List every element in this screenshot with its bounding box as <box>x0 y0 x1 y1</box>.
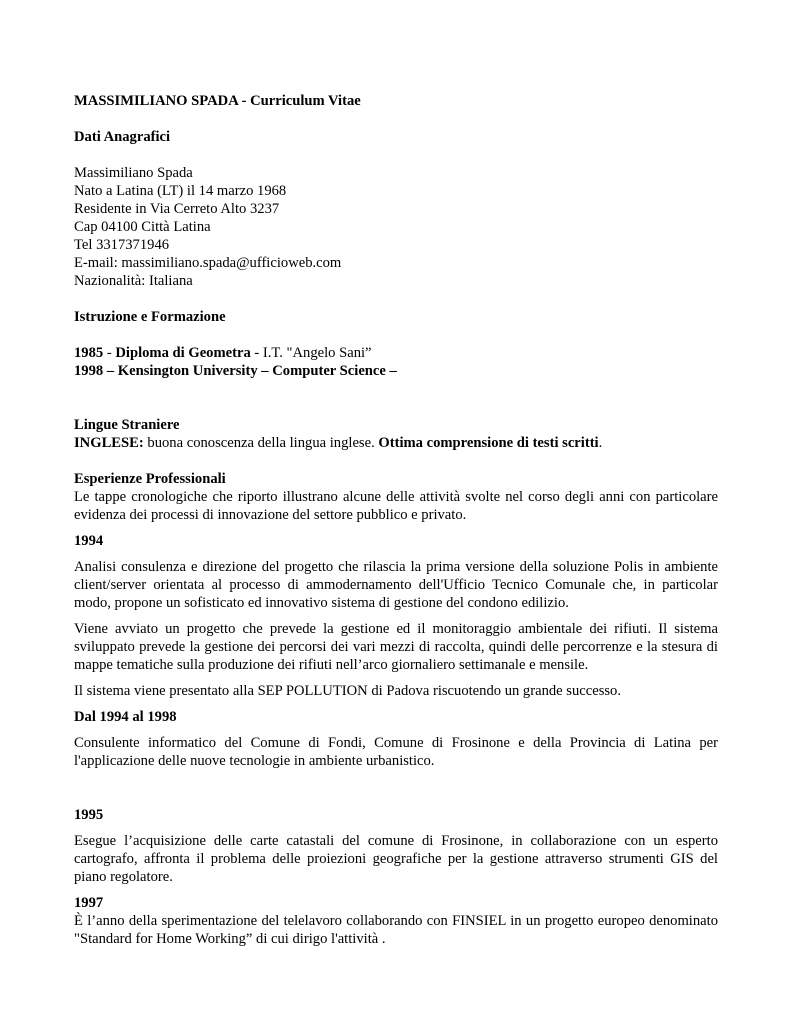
language-label: INGLESE: <box>74 435 144 451</box>
email-line: E-mail: massimiliano.spada@ufficioweb.com <box>74 255 342 271</box>
section-heading-istruzione: Istruzione e Formazione <box>74 309 226 325</box>
year-heading-1994-1998: Dal 1994 al 1998 <box>74 709 177 725</box>
address-line: Residente in Via Cerreto Alto 3237 <box>74 201 280 217</box>
section-heading-lingue: Lingue Straniere <box>74 417 180 433</box>
education-item-1985 <box>74 344 718 362</box>
experience-1997-p1: È l’anno della sperimentazione del telelavoro collaborando con FINSIEL in un progetto europeo denominato "Standard for Home Working” di cui dirigo l'attività . <box>74 913 718 947</box>
experience-1995-p1: Esegue l’acquisizione delle carte catastali del comune di Frosinone, in collaborazione con un esperto cartografo, affronta il problema delle proiezioni geografiche per la gestione attraverso strumenti GIS del piano regolatore. <box>74 833 718 885</box>
document-page <box>74 92 718 948</box>
experience-intro: Le tappe cronologiche che riporto illustrano alcune delle attività svolte nel corso degli anni con particolare evidenza dei processi di innovazione del settore pubblico e privato. <box>74 489 718 523</box>
education-item-1998: 1998 – Kensington University – Computer Science – <box>74 363 397 379</box>
language-text: buona conoscenza della lingua inglese. <box>143 435 379 451</box>
year-heading-1997: 1997 <box>74 895 104 911</box>
education-year: 1985 <box>74 345 104 361</box>
section-heading-esperienze: Esperienze Professionali <box>74 471 226 487</box>
section-heading-dati: Dati Anagrafici <box>74 129 171 145</box>
experience-1994-p1: Analisi consulenza e direzione del progetto che rilascia la prima versione della soluzione Polis in ambiente client/server orientata al processo di ammodernamento dell'Ufficio Tecnico Comunale che, in particolar modo, propone un sofisticato ed innovativo sistema di gestione del condono edilizio. <box>74 559 718 611</box>
education-title: Diploma di Geometra <box>115 345 251 361</box>
education-separator: - <box>103 345 116 361</box>
year-heading-1994: 1994 <box>74 533 104 549</box>
language-english <box>74 434 718 452</box>
experience-1994-p2: Viene avviato un progetto che prevede la gestione ed il monitoraggio ambientale dei rifiuti. Il sistema sviluppato prevede la gestione dei percorsi dei vari mezzi di raccolta, quindi delle percorrenze e la stesura di mappe tematiche sulla produzione dei rifiuti nell’arco giornaliero settimanale e mensile. <box>74 621 718 673</box>
postal-code-line: Cap 04100 Città Latina <box>74 219 211 235</box>
education-school: - I.T. "Angelo Sani” <box>250 345 372 361</box>
language-end: . <box>598 435 603 451</box>
experience-1994-p3: Il sistema viene presentato alla SEP POLLUTION di Padova riscuotendo un grande successo. <box>74 683 622 699</box>
experience-1994-1998-p1: Consulente informatico del Comune di Fondi, Comune di Frosinone e della Provincia di Latina per l'applicazione delle nuove tecnologie in ambiente urbanistico. <box>74 735 718 769</box>
personal-name: Massimiliano Spada <box>74 165 193 181</box>
document-title: MASSIMILIANO SPADA - Curriculum Vitae <box>74 93 361 109</box>
year-heading-1995: 1995 <box>74 807 104 823</box>
phone-line: Tel 3317371946 <box>74 237 170 253</box>
language-emphasis: Ottima comprensione di testi scritti <box>378 435 599 451</box>
nationality-line: Nazionalità: Italiana <box>74 273 193 289</box>
birth-info: Nato a Latina (LT) il 14 marzo 1968 <box>74 183 287 199</box>
